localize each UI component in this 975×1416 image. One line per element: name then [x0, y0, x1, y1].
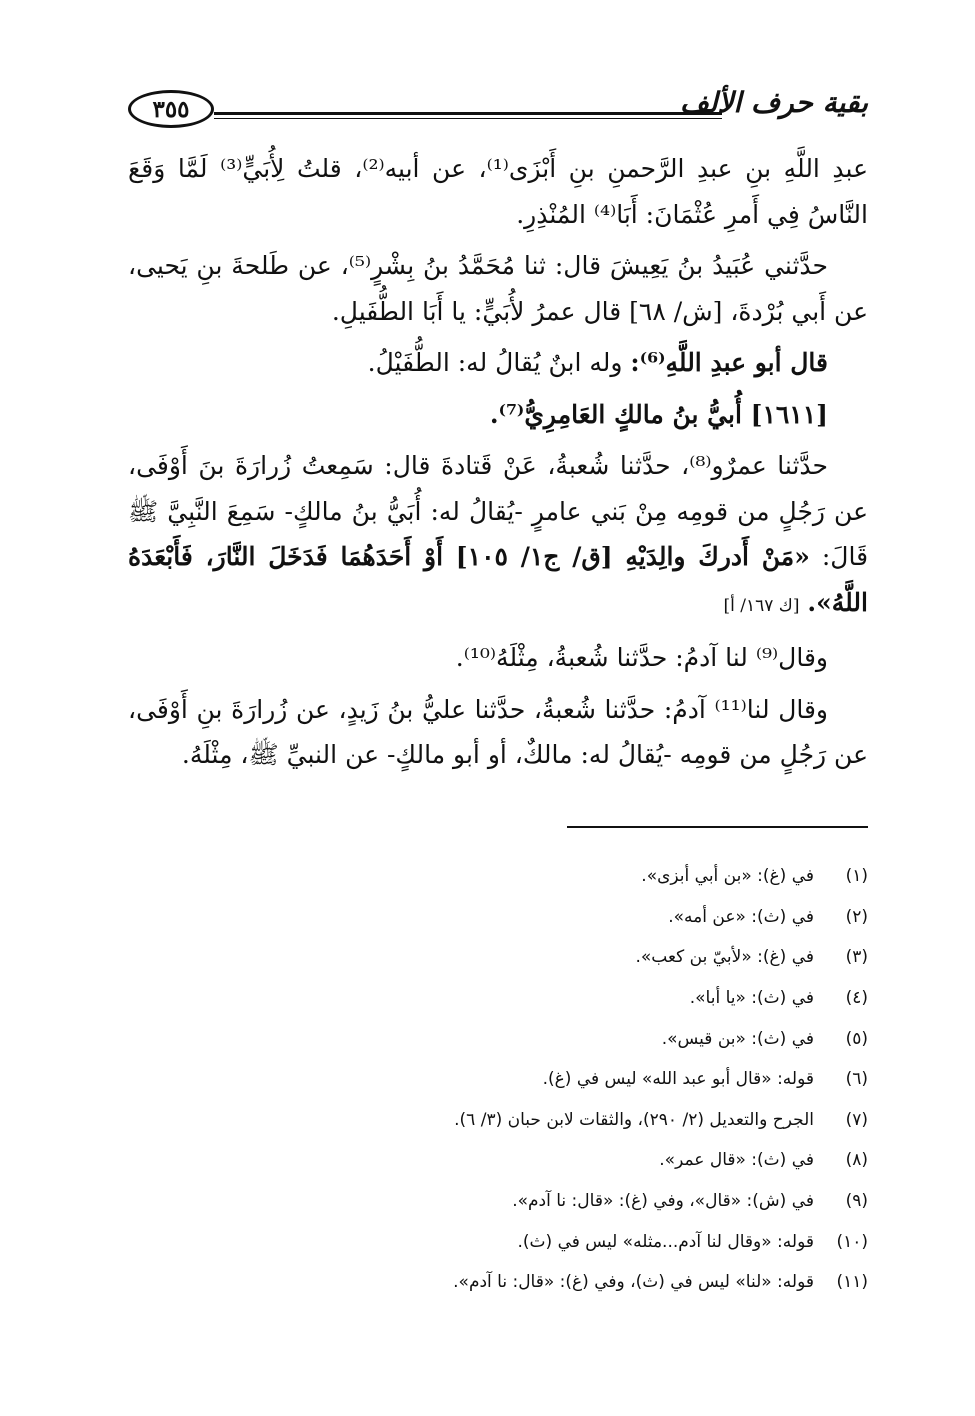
- footnote-text: في (ث): «بن قيس».: [661, 1028, 814, 1049]
- page-number: ٣٥٥: [128, 90, 214, 128]
- footnote: [128, 978, 868, 1019]
- footnote: [128, 1059, 868, 1100]
- footnote-text: في (ث): «عن أمه».: [668, 906, 814, 927]
- footnote-text: في (غ): «بن أبي أبزى».: [641, 866, 814, 887]
- footnote: [128, 856, 868, 897]
- footnote: [128, 1221, 868, 1262]
- footnote-number: (٨): [845, 1150, 868, 1171]
- footnote-separator: [567, 826, 868, 828]
- footnote-number: (١٠): [836, 1231, 868, 1252]
- page-header: [128, 86, 868, 136]
- footnote-number: (٣): [845, 947, 868, 968]
- footnote-text: قوله: «قال أبو عبد الله» ليس في (غ).: [542, 1069, 814, 1090]
- main-text: [128, 146, 868, 784]
- footnote-text: قوله: «وقال لنا آدم...مثله» ليس في (ث).: [517, 1231, 814, 1252]
- footnote-text: قوله: «لنا» ليس في (ث)، وفي (غ): «قال: نا آدم».: [453, 1272, 814, 1293]
- footnote: [128, 897, 868, 938]
- footnotes: [128, 856, 868, 1303]
- footnote: [128, 1100, 868, 1141]
- footnote-text: في (ش): «قال»، وفي (غ): «قال: نا آدم».: [512, 1191, 814, 1212]
- footnote-number: (٩): [845, 1191, 868, 1212]
- footnote: [128, 1018, 868, 1059]
- footnote-text: في (غ): «لأبيّ بن كعب».: [635, 947, 814, 968]
- footnote: [128, 937, 868, 978]
- footnote-number: (٤): [845, 988, 868, 1009]
- footnote-number: (١١): [836, 1272, 868, 1293]
- paragraph-3-text: وله ابنٌ يُقالُ له: الطُّفَيْلُ.: [367, 348, 623, 377]
- footnote: [128, 1262, 868, 1303]
- footnote-number: (٦): [845, 1069, 868, 1090]
- paragraph-5-ref: [ك ١٦٧/ أ]: [723, 595, 800, 616]
- paragraph-1: عبدِ اللَّهِ بنِ عبدِ الرَّحمنِ بنِ أَبْزَى⁽¹⁾، عن أبيه⁽²⁾، قلتُ لِأُبَيٍّ⁽³⁾ لَمَّا وَقَعَ النَّاسُ فِي أَمرِ عُثْمَانَ: أَبَا⁽⁴⁾ المُنْذِرِ.: [128, 154, 868, 229]
- entry-heading: [١٦١١] أُبيُّ بنُ مالكٍ العَامِرِيُّ⁽⁷⁾.: [489, 399, 828, 429]
- header-rule: [214, 112, 722, 115]
- paragraph-5: [128, 443, 868, 629]
- footnote-text: في (ث): «يا أبا».: [689, 988, 814, 1009]
- paragraph-7: وقال لنا⁽¹¹⁾ آدمُ: حدَّثنا شُعبةُ، حدَّثنا عليُّ بنُ زَيدٍ، عن زُرارَةَ بنِ أَوْفَى، عن رَجُلٍ من قومِه -يُقالُ له: مالكٌ، أو أبو مالكٍ- عن النبيِّ ﷺ، مِثْلَهُ.: [128, 694, 868, 769]
- footnote-text: الجرح والتعديل (٢/ ٢٩٠)، والثقات لابن حبان (٣/ ٦).: [454, 1109, 814, 1130]
- running-title: بقية حرف الألف: [680, 86, 868, 119]
- footnote-number: (١): [845, 866, 868, 887]
- footnote-number: (٧): [845, 1109, 868, 1130]
- paragraph-3: [128, 340, 868, 386]
- footnote: [128, 1140, 868, 1181]
- paragraph-3-label: قال أبو عبدِ اللَّهِ⁽⁶⁾:: [630, 348, 828, 377]
- footnote: [128, 1181, 868, 1222]
- footnote-number: (٥): [845, 1028, 868, 1049]
- paragraph-5-isnad: حدَّثنا عمرٌو⁽⁸⁾، حدَّثنا شُعبةُ، عَنْ قَتادةَ قال: سَمِعتُ زُرارَةَ بنَ أَوْفَى، عن رَجُلٍ من قومِه مِنْ بَني عامرٍ -يُقالُ له: أُبَيُّ بنُ مالكٍ- سَمِعَ النَّبِيَّ ﷺ قَالَ:: [128, 451, 869, 571]
- paragraph-5-hadith: «مَنْ أَدركَ والِدَيْهِ [ق/ ج١/ ١٠٥] أَوْ أَحَدَهُمَا فَدَخَلَ النَّارَ، فَأَبْعَدَهُ اللَّهُ».: [128, 542, 868, 617]
- paragraph-6: وقال⁽⁹⁾ لنا آدمُ: حدَّثنا شُعبةُ، مِثْلَهُ⁽¹⁰⁾.: [455, 643, 828, 672]
- footnote-number: (٢): [845, 906, 868, 927]
- footnote-text: في (ث): «قال عمر».: [659, 1150, 814, 1171]
- header-rule-thin: [214, 118, 722, 119]
- paragraph-2: حدَّثني عُبَيدُ بنُ يَعِيشَ قال: ثنا مُحَمَّدُ بنُ بِشْرٍ⁽⁵⁾، عن طَلحةَ بنِ يَحيى، عن أَبي بُرْدةَ، [ش/ ٦٨] قال عمرُ لأُبَيٍّ: يا أَبَا الطُّفَيلِ.: [128, 251, 868, 326]
